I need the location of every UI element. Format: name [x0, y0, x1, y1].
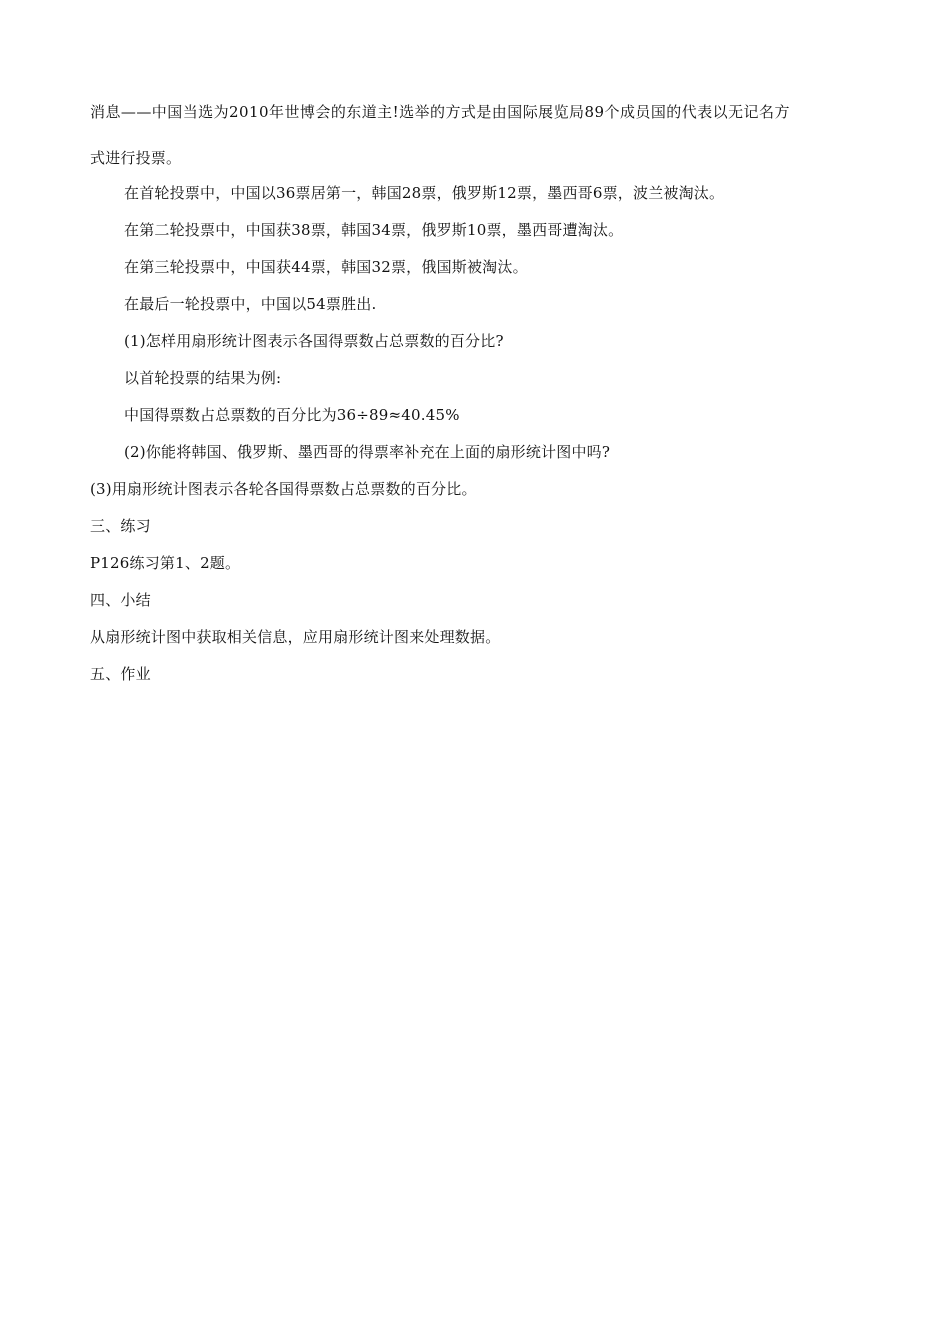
- paragraph-news-line-2: 式进行投票。: [90, 149, 182, 167]
- question-3: (3)用扇形统计图表示各轮各国得票数占总票数的百分比。: [90, 480, 477, 498]
- first-round-result: 在首轮投票中，中国以36票居第一，韩国28票，俄罗斯12票，墨西哥6票，波兰被淘汰。: [124, 184, 725, 202]
- final-round-result: 在最后一轮投票中，中国以54票胜出.: [124, 295, 377, 313]
- third-round-result: 在第三轮投票中，中国获44票，韩国32票，俄国斯被淘汰。: [124, 258, 528, 276]
- section-heading-practice: 三、练习: [90, 517, 151, 535]
- section-heading-homework: 五、作业: [90, 665, 151, 683]
- section-heading-summary: 四、小结: [90, 591, 151, 609]
- example-calculation: 中国得票数占总票数的百分比为36÷89≈40.45%: [124, 406, 460, 424]
- paragraph-news-line-1: 消息——中国当选为2010年世博会的东道主!选举的方式是由国际展览局89个成员国的代表以无记名方: [90, 103, 790, 121]
- practice-assignment: P126练习第1、2题。: [90, 554, 241, 572]
- question-1: (1)怎样用扇形统计图表示各国得票数占总票数的百分比?: [124, 332, 504, 350]
- example-intro: 以首轮投票的结果为例:: [124, 369, 282, 387]
- second-round-result: 在第二轮投票中，中国获38票，韩国34票，俄罗斯10票，墨西哥遭淘汰。: [124, 221, 624, 239]
- summary-text: 从扇形统计图中获取相关信息，应用扇形统计图来处理数据。: [90, 628, 501, 646]
- question-2: (2)你能将韩国、俄罗斯、墨西哥的得票率补充在上面的扇形统计图中吗?: [124, 443, 611, 461]
